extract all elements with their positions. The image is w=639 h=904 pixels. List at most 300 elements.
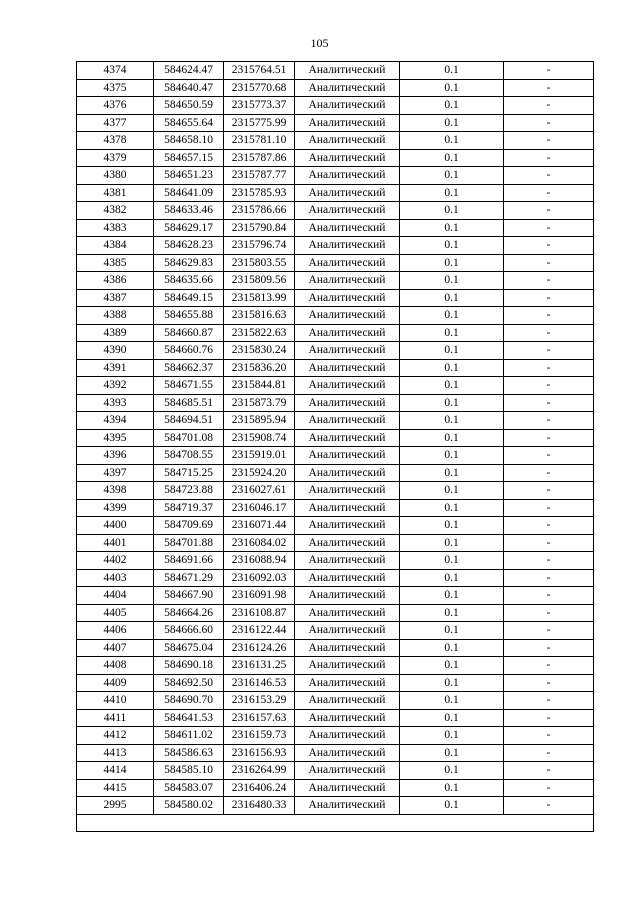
x-coordinate-cell: 584655.88 — [154, 307, 224, 325]
note-cell: - — [504, 307, 594, 325]
table-row — [77, 272, 594, 290]
accuracy-cell: 0.1 — [400, 429, 504, 447]
method-cell: Аналитический — [295, 62, 400, 80]
table-row — [77, 657, 594, 675]
y-coordinate-cell: 2316406.24 — [224, 779, 295, 797]
method-cell: Аналитический — [295, 534, 400, 552]
point-number-cell: 4405 — [77, 604, 154, 622]
accuracy-cell: 0.1 — [400, 639, 504, 657]
table-row — [77, 709, 594, 727]
x-coordinate-cell: 584657.15 — [154, 149, 224, 167]
y-coordinate-cell: 2316156.93 — [224, 744, 295, 762]
point-number-cell: 4410 — [77, 692, 154, 710]
table-row — [77, 377, 594, 395]
table-row — [77, 167, 594, 185]
y-coordinate-cell: 2315785.93 — [224, 184, 295, 202]
point-number-cell: 4385 — [77, 254, 154, 272]
point-number-cell: 4397 — [77, 464, 154, 482]
y-coordinate-cell: 2315781.10 — [224, 132, 295, 150]
x-coordinate-cell: 584580.02 — [154, 797, 224, 815]
y-coordinate-cell: 2315796.74 — [224, 237, 295, 255]
point-number-cell: 4394 — [77, 412, 154, 430]
method-cell: Аналитический — [295, 79, 400, 97]
note-cell: - — [504, 132, 594, 150]
method-cell: Аналитический — [295, 149, 400, 167]
method-cell: Аналитический — [295, 359, 400, 377]
table-row — [77, 692, 594, 710]
note-cell: - — [504, 377, 594, 395]
method-cell: Аналитический — [295, 324, 400, 342]
x-coordinate-cell: 584611.02 — [154, 727, 224, 745]
note-cell: - — [504, 114, 594, 132]
table-row — [77, 219, 594, 237]
table-row — [77, 202, 594, 220]
accuracy-cell: 0.1 — [400, 394, 504, 412]
accuracy-cell: 0.1 — [400, 202, 504, 220]
point-number-cell: 4409 — [77, 674, 154, 692]
table-row — [77, 674, 594, 692]
y-coordinate-cell: 2315809.56 — [224, 272, 295, 290]
x-coordinate-cell: 584658.10 — [154, 132, 224, 150]
table-row — [77, 552, 594, 570]
method-cell: Аналитический — [295, 219, 400, 237]
x-coordinate-cell: 584586.63 — [154, 744, 224, 762]
table-row — [77, 517, 594, 535]
accuracy-cell: 0.1 — [400, 184, 504, 202]
accuracy-cell: 0.1 — [400, 587, 504, 605]
point-number-cell: 4407 — [77, 639, 154, 657]
method-cell: Аналитический — [295, 779, 400, 797]
note-cell: - — [504, 552, 594, 570]
table-row — [77, 324, 594, 342]
point-number-cell: 4374 — [77, 62, 154, 80]
y-coordinate-cell: 2316131.25 — [224, 657, 295, 675]
note-cell: - — [504, 657, 594, 675]
x-coordinate-cell: 584691.66 — [154, 552, 224, 570]
method-cell: Аналитический — [295, 692, 400, 710]
method-cell: Аналитический — [295, 412, 400, 430]
note-cell: - — [504, 219, 594, 237]
table-body — [77, 62, 594, 832]
method-cell: Аналитический — [295, 657, 400, 675]
y-coordinate-cell: 2316146.53 — [224, 674, 295, 692]
point-number-cell: 4386 — [77, 272, 154, 290]
point-number-cell: 4383 — [77, 219, 154, 237]
table-row — [77, 464, 594, 482]
point-number-cell: 4396 — [77, 447, 154, 465]
table-row — [77, 604, 594, 622]
point-number-cell: 4408 — [77, 657, 154, 675]
x-coordinate-cell: 584671.29 — [154, 569, 224, 587]
method-cell: Аналитический — [295, 622, 400, 640]
method-cell: Аналитический — [295, 727, 400, 745]
note-cell: - — [504, 79, 594, 97]
table-row — [77, 184, 594, 202]
table-row — [77, 639, 594, 657]
point-number-cell: 4377 — [77, 114, 154, 132]
note-cell: - — [504, 727, 594, 745]
method-cell: Аналитический — [295, 289, 400, 307]
table-row — [77, 342, 594, 360]
method-cell: Аналитический — [295, 342, 400, 360]
method-cell: Аналитический — [295, 254, 400, 272]
y-coordinate-cell: 2315830.24 — [224, 342, 295, 360]
table-row — [77, 762, 594, 780]
y-coordinate-cell: 2316071.44 — [224, 517, 295, 535]
x-coordinate-cell: 584633.46 — [154, 202, 224, 220]
x-coordinate-cell: 584662.37 — [154, 359, 224, 377]
point-number-cell: 4391 — [77, 359, 154, 377]
method-cell: Аналитический — [295, 762, 400, 780]
accuracy-cell: 0.1 — [400, 272, 504, 290]
note-cell: - — [504, 254, 594, 272]
note-cell: - — [504, 272, 594, 290]
accuracy-cell: 0.1 — [400, 552, 504, 570]
method-cell: Аналитический — [295, 132, 400, 150]
point-number-cell: 4412 — [77, 727, 154, 745]
y-coordinate-cell: 2316264.99 — [224, 762, 295, 780]
table-row — [77, 132, 594, 150]
note-cell: - — [504, 62, 594, 80]
accuracy-cell: 0.1 — [400, 359, 504, 377]
note-cell: - — [504, 534, 594, 552]
x-coordinate-cell: 584641.09 — [154, 184, 224, 202]
accuracy-cell: 0.1 — [400, 657, 504, 675]
x-coordinate-cell: 584635.66 — [154, 272, 224, 290]
x-coordinate-cell: 584585.10 — [154, 762, 224, 780]
method-cell: Аналитический — [295, 552, 400, 570]
table-row — [77, 149, 594, 167]
x-coordinate-cell: 584675.04 — [154, 639, 224, 657]
y-coordinate-cell: 2315813.99 — [224, 289, 295, 307]
x-coordinate-cell: 584628.23 — [154, 237, 224, 255]
note-cell: - — [504, 394, 594, 412]
accuracy-cell: 0.1 — [400, 517, 504, 535]
note-cell: - — [504, 604, 594, 622]
x-coordinate-cell: 584664.26 — [154, 604, 224, 622]
x-coordinate-cell: 584629.17 — [154, 219, 224, 237]
method-cell: Аналитический — [295, 394, 400, 412]
point-number-cell: 4403 — [77, 569, 154, 587]
method-cell: Аналитический — [295, 167, 400, 185]
note-cell: - — [504, 744, 594, 762]
point-number-cell: 4401 — [77, 534, 154, 552]
note-cell: - — [504, 184, 594, 202]
note-cell: - — [504, 412, 594, 430]
accuracy-cell: 0.1 — [400, 79, 504, 97]
table-row — [77, 482, 594, 500]
note-cell: - — [504, 709, 594, 727]
point-number-cell: 4415 — [77, 779, 154, 797]
y-coordinate-cell: 2315895.94 — [224, 412, 295, 430]
note-cell: - — [504, 289, 594, 307]
point-number-cell: 4381 — [77, 184, 154, 202]
y-coordinate-cell: 2316159.73 — [224, 727, 295, 745]
table-row — [77, 289, 594, 307]
note-cell: - — [504, 324, 594, 342]
accuracy-cell: 0.1 — [400, 289, 504, 307]
note-cell: - — [504, 674, 594, 692]
accuracy-cell: 0.1 — [400, 307, 504, 325]
point-number-cell: 4384 — [77, 237, 154, 255]
point-number-cell: 4411 — [77, 709, 154, 727]
empty-row — [77, 814, 594, 831]
x-coordinate-cell: 584650.59 — [154, 97, 224, 115]
accuracy-cell: 0.1 — [400, 342, 504, 360]
x-coordinate-cell: 584660.76 — [154, 342, 224, 360]
table-row — [77, 587, 594, 605]
point-number-cell: 4387 — [77, 289, 154, 307]
note-cell: - — [504, 797, 594, 815]
x-coordinate-cell: 584708.55 — [154, 447, 224, 465]
point-number-cell: 4414 — [77, 762, 154, 780]
x-coordinate-cell: 584715.25 — [154, 464, 224, 482]
x-coordinate-cell: 584629.83 — [154, 254, 224, 272]
method-cell: Аналитический — [295, 97, 400, 115]
x-coordinate-cell: 584655.64 — [154, 114, 224, 132]
point-number-cell: 4399 — [77, 499, 154, 517]
table-row — [77, 394, 594, 412]
method-cell: Аналитический — [295, 587, 400, 605]
y-coordinate-cell: 2316153.29 — [224, 692, 295, 710]
note-cell: - — [504, 429, 594, 447]
x-coordinate-cell: 584651.23 — [154, 167, 224, 185]
accuracy-cell: 0.1 — [400, 534, 504, 552]
accuracy-cell: 0.1 — [400, 97, 504, 115]
table-row — [77, 254, 594, 272]
accuracy-cell: 0.1 — [400, 412, 504, 430]
accuracy-cell: 0.1 — [400, 149, 504, 167]
y-coordinate-cell: 2315908.74 — [224, 429, 295, 447]
table-row — [77, 307, 594, 325]
method-cell: Аналитический — [295, 447, 400, 465]
method-cell: Аналитический — [295, 604, 400, 622]
page-number: 105 — [310, 36, 329, 50]
table-row — [77, 727, 594, 745]
method-cell: Аналитический — [295, 184, 400, 202]
y-coordinate-cell: 2315844.81 — [224, 377, 295, 395]
method-cell: Аналитический — [295, 464, 400, 482]
accuracy-cell: 0.1 — [400, 569, 504, 587]
accuracy-cell: 0.1 — [400, 709, 504, 727]
empty-cell — [77, 814, 594, 831]
accuracy-cell: 0.1 — [400, 727, 504, 745]
accuracy-cell: 0.1 — [400, 797, 504, 815]
y-coordinate-cell: 2316480.33 — [224, 797, 295, 815]
y-coordinate-cell: 2315787.77 — [224, 167, 295, 185]
y-coordinate-cell: 2315786.66 — [224, 202, 295, 220]
x-coordinate-cell: 584641.53 — [154, 709, 224, 727]
table-row — [77, 569, 594, 587]
point-number-cell: 4398 — [77, 482, 154, 500]
x-coordinate-cell: 584692.50 — [154, 674, 224, 692]
point-number-cell: 4389 — [77, 324, 154, 342]
method-cell: Аналитический — [295, 202, 400, 220]
note-cell: - — [504, 237, 594, 255]
table-row — [77, 114, 594, 132]
y-coordinate-cell: 2316157.63 — [224, 709, 295, 727]
note-cell: - — [504, 587, 594, 605]
point-number-cell: 4395 — [77, 429, 154, 447]
method-cell: Аналитический — [295, 797, 400, 815]
table-row — [77, 97, 594, 115]
x-coordinate-cell: 584719.37 — [154, 499, 224, 517]
point-number-cell: 4376 — [77, 97, 154, 115]
method-cell: Аналитический — [295, 517, 400, 535]
x-coordinate-cell: 584624.47 — [154, 62, 224, 80]
x-coordinate-cell: 584685.51 — [154, 394, 224, 412]
accuracy-cell: 0.1 — [400, 762, 504, 780]
method-cell: Аналитический — [295, 744, 400, 762]
y-coordinate-cell: 2316092.03 — [224, 569, 295, 587]
table-row — [77, 237, 594, 255]
note-cell: - — [504, 569, 594, 587]
y-coordinate-cell: 2316124.26 — [224, 639, 295, 657]
point-number-cell: 4382 — [77, 202, 154, 220]
point-number-cell: 4380 — [77, 167, 154, 185]
method-cell: Аналитический — [295, 674, 400, 692]
table-row — [77, 744, 594, 762]
y-coordinate-cell: 2315836.20 — [224, 359, 295, 377]
note-cell: - — [504, 692, 594, 710]
x-coordinate-cell: 584690.18 — [154, 657, 224, 675]
note-cell: - — [504, 762, 594, 780]
method-cell: Аналитический — [295, 114, 400, 132]
y-coordinate-cell: 2316084.02 — [224, 534, 295, 552]
accuracy-cell: 0.1 — [400, 622, 504, 640]
table-row — [77, 499, 594, 517]
y-coordinate-cell: 2315816.63 — [224, 307, 295, 325]
method-cell: Аналитический — [295, 639, 400, 657]
x-coordinate-cell: 584666.60 — [154, 622, 224, 640]
method-cell: Аналитический — [295, 307, 400, 325]
x-coordinate-cell: 584671.55 — [154, 377, 224, 395]
note-cell: - — [504, 149, 594, 167]
y-coordinate-cell: 2315873.79 — [224, 394, 295, 412]
y-coordinate-cell: 2315787.86 — [224, 149, 295, 167]
accuracy-cell: 0.1 — [400, 377, 504, 395]
x-coordinate-cell: 584667.90 — [154, 587, 224, 605]
y-coordinate-cell: 2316046.17 — [224, 499, 295, 517]
accuracy-cell: 0.1 — [400, 219, 504, 237]
table-row — [77, 79, 594, 97]
accuracy-cell: 0.1 — [400, 692, 504, 710]
note-cell: - — [504, 342, 594, 360]
note-cell: - — [504, 499, 594, 517]
accuracy-cell: 0.1 — [400, 779, 504, 797]
point-number-cell: 4379 — [77, 149, 154, 167]
method-cell: Аналитический — [295, 377, 400, 395]
note-cell: - — [504, 359, 594, 377]
accuracy-cell: 0.1 — [400, 674, 504, 692]
point-number-cell: 4375 — [77, 79, 154, 97]
x-coordinate-cell: 584701.08 — [154, 429, 224, 447]
point-number-cell: 4404 — [77, 587, 154, 605]
point-number-cell: 4378 — [77, 132, 154, 150]
accuracy-cell: 0.1 — [400, 482, 504, 500]
x-coordinate-cell: 584660.87 — [154, 324, 224, 342]
method-cell: Аналитический — [295, 569, 400, 587]
accuracy-cell: 0.1 — [400, 604, 504, 622]
accuracy-cell: 0.1 — [400, 464, 504, 482]
point-number-cell: 4400 — [77, 517, 154, 535]
method-cell: Аналитический — [295, 709, 400, 727]
y-coordinate-cell: 2316108.87 — [224, 604, 295, 622]
accuracy-cell: 0.1 — [400, 132, 504, 150]
table-row — [77, 429, 594, 447]
method-cell: Аналитический — [295, 482, 400, 500]
y-coordinate-cell: 2315764.51 — [224, 62, 295, 80]
point-number-cell: 4392 — [77, 377, 154, 395]
table-row — [77, 62, 594, 80]
table-row — [77, 622, 594, 640]
note-cell: - — [504, 464, 594, 482]
y-coordinate-cell: 2315803.55 — [224, 254, 295, 272]
point-number-cell: 4393 — [77, 394, 154, 412]
table-row — [77, 412, 594, 430]
point-number-cell: 2995 — [77, 797, 154, 815]
point-number-cell: 4413 — [77, 744, 154, 762]
note-cell: - — [504, 622, 594, 640]
x-coordinate-cell: 584649.15 — [154, 289, 224, 307]
y-coordinate-cell: 2316091.98 — [224, 587, 295, 605]
point-number-cell: 4402 — [77, 552, 154, 570]
point-number-cell: 4390 — [77, 342, 154, 360]
note-cell: - — [504, 517, 594, 535]
point-number-cell: 4406 — [77, 622, 154, 640]
x-coordinate-cell: 584583.07 — [154, 779, 224, 797]
y-coordinate-cell: 2316027.61 — [224, 482, 295, 500]
accuracy-cell: 0.1 — [400, 324, 504, 342]
accuracy-cell: 0.1 — [400, 254, 504, 272]
accuracy-cell: 0.1 — [400, 114, 504, 132]
accuracy-cell: 0.1 — [400, 499, 504, 517]
method-cell: Аналитический — [295, 272, 400, 290]
coordinates-table — [76, 61, 594, 832]
y-coordinate-cell: 2315919.01 — [224, 447, 295, 465]
note-cell: - — [504, 167, 594, 185]
method-cell: Аналитический — [295, 499, 400, 517]
note-cell: - — [504, 482, 594, 500]
point-number-cell: 4388 — [77, 307, 154, 325]
accuracy-cell: 0.1 — [400, 744, 504, 762]
note-cell: - — [504, 202, 594, 220]
y-coordinate-cell: 2316088.94 — [224, 552, 295, 570]
x-coordinate-cell: 584723.88 — [154, 482, 224, 500]
table-row — [77, 447, 594, 465]
y-coordinate-cell: 2315790.84 — [224, 219, 295, 237]
method-cell: Аналитический — [295, 429, 400, 447]
y-coordinate-cell: 2315770.68 — [224, 79, 295, 97]
x-coordinate-cell: 584701.88 — [154, 534, 224, 552]
accuracy-cell: 0.1 — [400, 237, 504, 255]
note-cell: - — [504, 447, 594, 465]
note-cell: - — [504, 97, 594, 115]
method-cell: Аналитический — [295, 237, 400, 255]
x-coordinate-cell: 584690.70 — [154, 692, 224, 710]
table-row — [77, 359, 594, 377]
accuracy-cell: 0.1 — [400, 167, 504, 185]
accuracy-cell: 0.1 — [400, 447, 504, 465]
y-coordinate-cell: 2315775.99 — [224, 114, 295, 132]
table-row — [77, 534, 594, 552]
x-coordinate-cell: 584694.51 — [154, 412, 224, 430]
accuracy-cell: 0.1 — [400, 62, 504, 80]
note-cell: - — [504, 779, 594, 797]
table-row — [77, 797, 594, 815]
y-coordinate-cell: 2315773.37 — [224, 97, 295, 115]
x-coordinate-cell: 584640.47 — [154, 79, 224, 97]
